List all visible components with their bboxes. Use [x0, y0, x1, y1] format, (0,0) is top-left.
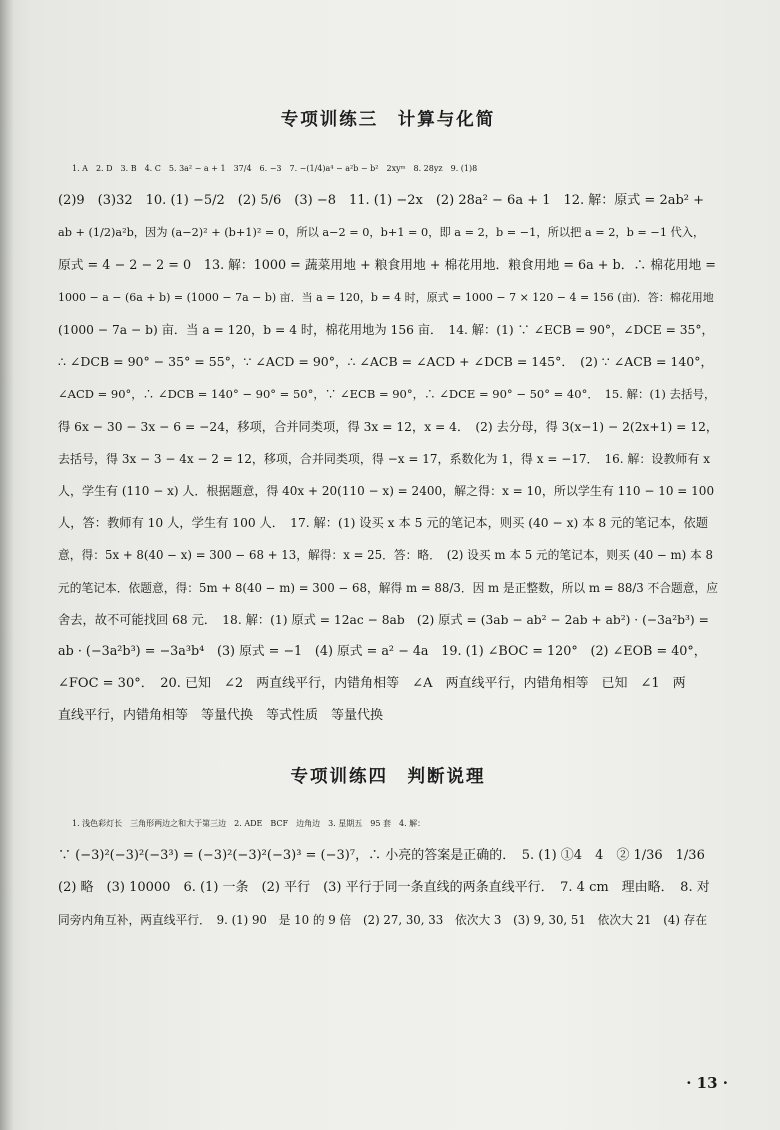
- answer-line: 1. 浅色彩灯长 三角形两边之和大于第三边 2. ADE BCF 边角边 3. 星期五 95 套 4. 解：: [72, 818, 426, 828]
- answer-line: 人，答：教师有 10 人，学生有 100 人． 17. 解：(1) 设买 x 本 5 元的笔记本，则买 (40 − x) 本 8 元的笔记本，依题: [58, 516, 709, 531]
- answer-line: ∵ (−3)²(−3)²(−3³) = (−3)²(−3)²(−3)³ = (−3)⁷，∴ 小亮的答案是正确的． 5. (1) ①4 4 ② 1/36 1/36: [58, 847, 705, 863]
- answer-line: 人，学生有 (110 − x) 人．根据题意，得 40x + 20(110 − x) = 2400，解之得：x = 10，所以学生有 110 − 10 = 100: [58, 484, 715, 499]
- page-number: · 13 ·: [686, 1074, 728, 1092]
- answer-line: ab + (1/2)a²b，因为 (a−2)² + (b+1)² = 0，所以 a−2 = 0，b+1 = 0，即 a = 2，b = −1，所以把 a = 2，b = −1 代入，: [58, 226, 705, 240]
- answer-line: 元的笔记本．依题意，得：5m + 8(40 − m) = 300 − 68，解得 m = 88/3．因 m 是正整数，所以 m = 88/3 不合题意，应: [58, 580, 718, 595]
- answer-line: ∠FOC = 30°． 20. 已知 ∠2 两直线平行，内错角相等 ∠A 两直线平行，内错角相等 已知 ∠1 两: [58, 676, 686, 692]
- answer-line: ∠ACD = 90°，∴ ∠DCB = 140° − 90° = 50°，∵ ∠ECB = 90°，∴ ∠DCE = 90° − 50° = 40°． 15. 解：(1) 去括号，: [58, 387, 716, 402]
- answer-line: 舍去，故不可能找回 68 元． 18. 解：(1) 原式 = 12ac − 8ab (2) 原式 = (3ab − ab² − 2ab + ab²) · (−3a²b³) =: [58, 612, 709, 627]
- answer-line: 原式 = 4 − 2 − 2 = 0 13. 解：1000 = 蔬菜用地 + 粮食用地 + 棉花用地．粮食用地 = 6a + b．∴ 棉花用地 =: [58, 257, 716, 273]
- section-title-reasoning: 专项训练四 判断说理: [290, 766, 486, 787]
- answer-line: ab · (−3a²b³) = −3a³b⁴ (3) 原式 = −1 (4) 原式 = a² − 4a 19. (1) ∠BOC = 120° (2) ∠EOB = 40°，: [58, 644, 707, 660]
- answer-line: 同旁内角互补，两直线平行． 9. (1) 90 是 10 的 9 倍 (2) 27, 30, 33 依次大 3 (3) 9, 30, 51 依次大 21 (4) 存在: [58, 913, 708, 928]
- answer-line: (1000 − 7a − b) 亩．当 a = 120，b = 4 时，棉花用地为 156 亩． 14. 解：(1) ∵ ∠ECB = 90°，∠DCE = 35°，: [58, 323, 714, 338]
- section-title-calculation: 专项训练三 计算与化简: [280, 110, 496, 130]
- page-fold-shadow: [0, 0, 14, 1130]
- section-body-calculation: [58, 153, 718, 733]
- answer-line: 得 6x − 30 − 3x − 6 = −24，移项，合并同类项，得 3x = 12，x = 4． (2) 去分母，得 3(x−1) − 2(2x+1) = 12，: [58, 419, 719, 434]
- answer-line: 1000 − a − (6a + b) = (1000 − 7a − b) 亩．当 a = 120，b = 4 时，原式 = 1000 − 7 × 120 − 4 = 156 (亩)．答：棉花用地: [58, 290, 714, 304]
- answer-line: (2) 略 (3) 10000 6. (1) 一条 (2) 平行 (3) 平行于同一条直线的两条直线平行． 7. 4 cm 理由略． 8. 对: [58, 880, 710, 896]
- answer-line: 1. A 2. D 3. B 4. C 5. 3a² − a + 1 37/4 6. −3 7. −(1/4)a⁴ − a²b − b² 2xyᵐ 8. 28yz 9. (1)8: [72, 164, 478, 173]
- answer-content: [58, 96, 718, 936]
- answer-line: ∴ ∠DCB = 90° − 35° = 55°，∵ ∠ACD = 90°，∴ ∠ACB = ∠ACD + ∠DCB = 145°． (2) ∵ ∠ACB = 140°，: [58, 354, 714, 370]
- answer-line: 意，得：5x + 8(40 − x) = 300 − 68 + 13，解得：x = 25．答：略． (2) 设买 m 本 5 元的笔记本，则买 (40 − m) 本 8: [58, 548, 713, 563]
- answer-line: (2)9 (3)32 10. (1) −5/2 (2) 5/6 (3) −8 11. (1) −2x (2) 28a² − 6a + 1 12. 解：原式 = 2ab² +: [58, 193, 705, 209]
- section-body-reasoning: [58, 808, 718, 937]
- answer-line: 去括号，得 3x − 3 − 4x − 2 = 12，移项，合并同类项，得 −x = 17，系数化为 1，得 x = −17． 16. 解：设教师有 x: [58, 451, 711, 466]
- answer-line: 直线平行，内错角相等 等量代换 等式性质 等量代换: [58, 708, 384, 724]
